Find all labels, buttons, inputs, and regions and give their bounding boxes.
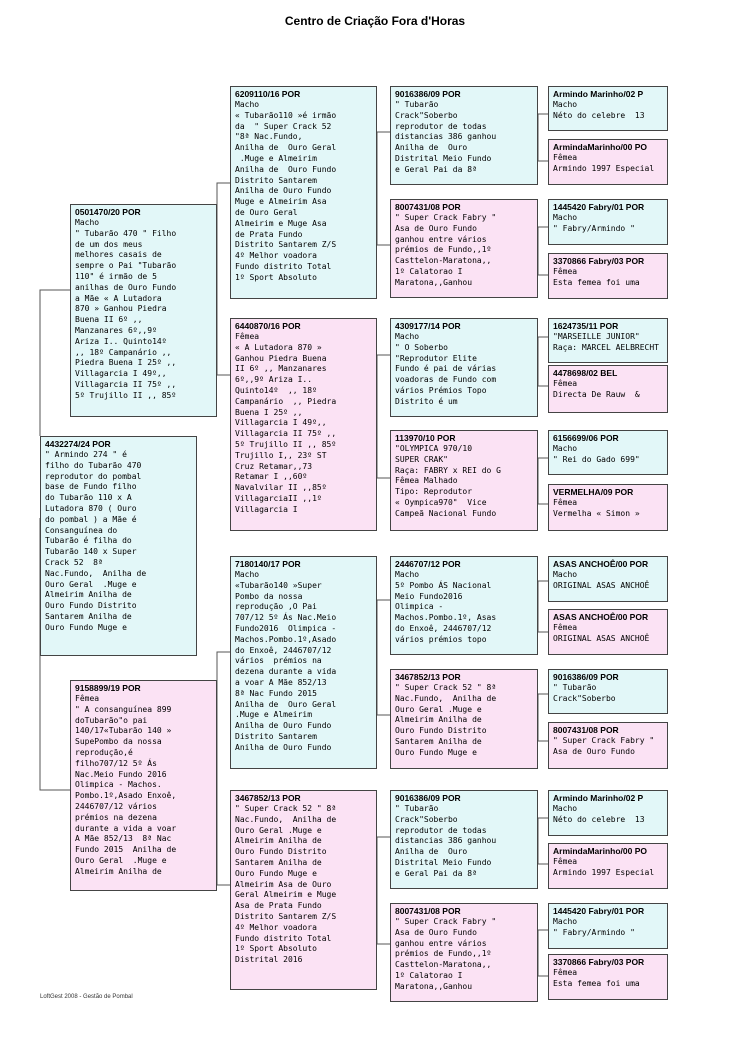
pedigree-card-great-grandparent-7[interactable] bbox=[390, 790, 538, 889]
ring-number: Armindo Marinho/02 P bbox=[553, 793, 644, 803]
sex-label: Fêmea bbox=[553, 379, 578, 388]
ring-number: 7180140/17 POR bbox=[235, 559, 301, 569]
description: " Rei do Gado 699" bbox=[553, 454, 640, 464]
pedigree-card-ancestor-4[interactable] bbox=[548, 253, 668, 299]
ring-number: ASAS ANCHOÊ/00 POR bbox=[553, 559, 649, 569]
page-title: Centro de Criação Fora d'Horas bbox=[284, 14, 466, 28]
sex-label: Fêmea bbox=[553, 153, 578, 162]
ring-number: 4309177/14 POR bbox=[395, 321, 461, 331]
ring-number: 9016386/09 POR bbox=[395, 89, 461, 99]
pedigree-card-ancestor-12[interactable] bbox=[548, 722, 668, 769]
description: " Tubarão 470 " Filho de um dos meus melhores casais de sempre o Pai "Tubarão 110" é irmão de 5 anilhas de Ouro Fundo a Mãe « A Lutadora 870 » Ganhou Piedra Buena II 6º ,, Manzanares 6º,,9º Ariza I.. Quinto14º ,, 18º Campanário ,, Piedra Buena I 25º ,, Villagarcia I 49º,, Villagarcia II 75º ,, 5º Trujillo II ,, 85º bbox=[75, 228, 177, 400]
sex-label: Fêmea bbox=[553, 968, 578, 977]
description: " Super Crack 52 " 8ª Nac.Fundo, Anilha de Ouro Geral .Muge e Almeirim Anilha de Ouro Fundo Distrito Santarem Anilha de Ouro Fundo Muge e Almeirim Asa de Ouro Geral Almeirim e Muge Asa de Prata Fundo Distrito Santarem Z/S 4º Melhor voadora Fundo distrito Total 1º Sport Absoluto Distrital 2016 bbox=[235, 804, 337, 965]
description: " Fabry/Armindo " bbox=[553, 927, 635, 937]
ring-number: 9158899/19 POR bbox=[75, 683, 141, 693]
ring-number: 1624735/11 POR bbox=[553, 321, 619, 331]
description: " Super Crack 52 " 8ª Nac.Fundo, Anilha de Ouro Geral .Muge e Almeirim Anilha de Ouro Fundo Distrito Santarem Anilha de Ouro Fundo Muge e bbox=[395, 683, 497, 757]
sex-label: Fêmea bbox=[553, 267, 578, 276]
ring-number: 8007431/08 POR bbox=[553, 725, 619, 735]
sex-label: Macho bbox=[553, 570, 578, 579]
ring-number: 6440870/16 POR bbox=[235, 321, 301, 331]
pedigree-card-ancestor-3[interactable] bbox=[548, 199, 668, 245]
pedigree-card-ancestor-11[interactable] bbox=[548, 669, 668, 714]
description: Néto do celebre 13 bbox=[553, 110, 645, 120]
ring-number: 2446707/12 POR bbox=[395, 559, 461, 569]
pedigree-card-ancestor-6[interactable] bbox=[548, 365, 668, 413]
description: " Super Crack Fabry " Asa de Ouro Fundo ganhou entre vários prémios de Fundo,,1º Casttelon-Maratona,, 1º Calatorao I Maratona,,Ganhou bbox=[395, 917, 497, 991]
description: " Tubarão Crack"Soberbo bbox=[553, 683, 616, 703]
ring-number: 1445420 Fabry/01 POR bbox=[553, 202, 645, 212]
ring-number: 9016386/09 POR bbox=[553, 672, 619, 682]
description: " Tubarão Crack"Soberbo reprodutor de todas distancias 386 ganhou Anilha de Ouro Distrital Meio Fundo e Geral Pai da 8ª bbox=[395, 804, 497, 878]
sex-label: Fêmea bbox=[553, 623, 578, 632]
description: Néto do celebre 13 bbox=[553, 814, 645, 824]
description: Esta femea foi uma bbox=[553, 277, 640, 287]
sex-label: Macho bbox=[235, 570, 260, 579]
description: " Super Crack Fabry " Asa de Ouro Fundo bbox=[553, 736, 655, 756]
pedigree-card-ancestor-13[interactable] bbox=[548, 790, 668, 836]
description: Armindo 1997 Especial bbox=[553, 867, 655, 877]
sex-label: Macho bbox=[395, 570, 420, 579]
pedigree-card-ancestor-9[interactable] bbox=[548, 556, 668, 602]
pedigree-card-ancestor-16[interactable] bbox=[548, 954, 668, 1000]
pedigree-card-mother[interactable] bbox=[70, 680, 217, 891]
description: 5º Pombo ÁS Nacional Meio Fundo2016 Olimpica - Machos.Pombo.1º, Asas do Enxoê, 2446707/12 vários prémios topo bbox=[395, 580, 497, 644]
pedigree-card-ancestor-10[interactable] bbox=[548, 609, 668, 655]
ring-number: 3370866 Fabry/03 POR bbox=[553, 256, 645, 266]
pedigree-card-great-grandparent-1[interactable] bbox=[390, 86, 538, 185]
description: «Tubarão140 »Super Pombo da nossa reprodução ,O Pai 707/12 5º Ás Nac.Meio Fundo2016 Olimpica - Machos.Pombo.1º,Asado do Enxoê, 2446707/12 vários prémios na dezena durante a vida a voar A Mãe 852/13 8ª Nac Fundo 2015 Anilha de Ouro Geral .Muge e Almeirim Anilha de Ouro Fundo Distrito Santarem Anilha de Ouro Fundo bbox=[235, 580, 337, 752]
sex-label: Fêmea bbox=[75, 694, 100, 703]
ring-number: 6209110/16 POR bbox=[235, 89, 301, 99]
ring-number: 3467852/13 POR bbox=[395, 672, 461, 682]
pedigree-card-great-grandparent-8[interactable] bbox=[390, 903, 538, 1002]
ring-number: 1445420 Fabry/01 POR bbox=[553, 906, 645, 916]
description: Vermelha « Simon » bbox=[553, 508, 640, 518]
ring-number: 8007431/08 POR bbox=[395, 202, 461, 212]
pedigree-card-root[interactable] bbox=[40, 436, 197, 656]
sex-label: Macho bbox=[553, 917, 578, 926]
ring-number: 9016386/09 POR bbox=[395, 793, 461, 803]
description: « A Lutadora 870 » Ganhou Piedra Buena II 6º ,, Manzanares 6º,,9º Ariza I.. Quinto14º ,, 18º Campanário ,, Piedra Buena I 25º ,, Villagarcia I 49º,, Villagarcia II 75º ,, 5º Trujillo II ,, 85º Trujillo I,, 23º ST Cruz Retamar,,73 Retamar I ,,60º Navalvilar II ,,85º VillagarciaII ,,1º Villagarcia I bbox=[235, 342, 337, 514]
description: " Armindo 274 " é filho do Tubarão 470 reprodutor do pombal base de Fundo filho do Tubarão 110 x A Lutadora 870 ( Ouro do pombal ) a Mãe é Consanguínea do Tubarão é filha do Tubarão 140 x Super Crack 52 8ª Nac.Fundo, Anilha de Ouro Geral .Muge e Almeirim Anilha de Ouro Fundo Distrito Santarem Anilha de Ouro Fundo Muge e bbox=[45, 450, 147, 632]
pedigree-card-maternal-grandfather[interactable] bbox=[230, 556, 377, 769]
ring-number: 8007431/08 POR bbox=[395, 906, 461, 916]
sex-label: Macho bbox=[553, 100, 578, 109]
ring-number: VERMELHA/09 POR bbox=[553, 487, 634, 497]
description: " A consanguínea 899 doTubarão"o pai 140/17«Tubarão 140 » SupePombo da nossa reprodução,é filho707/12 5º Ás Nac.Meio Fundo 2016 Olimpica - Machos. Pombo.1º,Asado Enxoê, 2446707/12 vários prémios na dezena durante a vida a voar A Mãe 852/13 8ª Nac Fundo 2015 Anilha de Ouro Geral .Muge e Almeirim Anilha de bbox=[75, 704, 177, 876]
sex-label: Fêmea bbox=[553, 498, 578, 507]
sex-label: Macho bbox=[553, 804, 578, 813]
pedigree-card-ancestor-7[interactable] bbox=[548, 430, 668, 475]
description: ORIGINAL ASAS ANCHOÊ bbox=[553, 580, 650, 590]
description: Esta femea foi uma bbox=[553, 978, 640, 988]
description: Armindo 1997 Especial bbox=[553, 163, 655, 173]
pedigree-card-paternal-grandfather[interactable] bbox=[230, 86, 377, 299]
ring-number: 6156699/06 POR bbox=[553, 433, 619, 443]
footer-credit: LoftGest 2008 - Gestão de Pombal bbox=[40, 994, 133, 1000]
description: ORIGINAL ASAS ANCHOÊ bbox=[553, 633, 650, 643]
sex-label: Macho bbox=[75, 218, 100, 227]
pedigree-card-ancestor-2[interactable] bbox=[548, 139, 668, 185]
pedigree-card-ancestor-5[interactable] bbox=[548, 318, 668, 363]
description: " Fabry/Armindo " bbox=[553, 223, 635, 233]
ring-number: ArmindaMarinho/00 PO bbox=[553, 846, 647, 856]
description: "MARSEILLE JUNIOR" Raça: MARCEL AELBRECHT bbox=[553, 332, 659, 352]
pedigree-card-ancestor-14[interactable] bbox=[548, 843, 668, 889]
ring-number: 113970/10 POR bbox=[395, 433, 456, 443]
sex-label: Fêmea bbox=[553, 857, 578, 866]
description: Directa De Rauw & bbox=[553, 389, 640, 399]
pedigree-card-ancestor-8[interactable] bbox=[548, 484, 668, 531]
ring-number: 4478698/02 BEL bbox=[553, 368, 618, 378]
pedigree-card-father[interactable] bbox=[70, 204, 217, 417]
ring-number: 4432274/24 POR bbox=[45, 439, 111, 449]
pedigree-card-ancestor-15[interactable] bbox=[548, 903, 668, 949]
description: " O Soberbo "Reprodutor Elite Fundo é pai de várias voadoras de Fundo com vários Prémios Topo Distrito é um bbox=[395, 342, 497, 406]
sex-label: Fêmea bbox=[235, 332, 260, 341]
ring-number: 0501470/20 POR bbox=[75, 207, 141, 217]
ring-number: 3370866 Fabry/03 POR bbox=[553, 957, 645, 967]
sex-label: Macho bbox=[395, 332, 420, 341]
description: " Super Crack Fabry " Asa de Ouro Fundo ganhou entre vários prémios de Fundo,,1º Casttelon-Maratona,, 1º Calatorao I Maratona,,Ganhou bbox=[395, 213, 497, 287]
pedigree-card-paternal-grandmother[interactable] bbox=[230, 318, 377, 531]
description: « Tubarão110 »é irmão da " Super Crack 52 "8ª Nac.Fundo, Anilha de Ouro Geral .Muge e Almeirim Anilha de Ouro Fundo Distrito Santarem Anilha de Ouro Fundo Muge e Almeirim Asa de Ouro Geral Almeirim e Muge Asa de Prata Fundo Distrito Santarem Z/S 4º Melhor voadora Fundo distrito Total 1º Sport Absoluto bbox=[235, 110, 337, 282]
pedigree-card-great-grandparent-4[interactable] bbox=[390, 430, 538, 531]
description: "OLYMPICA 970/10 SUPER CRAK" Raça: FABRY x REI do G Fêmea Malhado Tipo: Reprodutor « Oympica970" Vice Campeã Nacional Fundo bbox=[395, 444, 501, 518]
sex-label: Macho bbox=[553, 444, 578, 453]
sex-label: Macho bbox=[235, 100, 260, 109]
pedigree-card-great-grandparent-3[interactable] bbox=[390, 318, 538, 417]
pedigree-card-great-grandparent-5[interactable] bbox=[390, 556, 538, 655]
pedigree-card-maternal-grandmother[interactable] bbox=[230, 790, 377, 990]
ring-number: Armindo Marinho/02 P bbox=[553, 89, 644, 99]
description: " Tubarão Crack"Soberbo reprodutor de todas distancias 386 ganhou Anilha de Ouro Distrital Meio Fundo e Geral Pai da 8ª bbox=[395, 100, 497, 174]
sex-label: Macho bbox=[553, 213, 578, 222]
pedigree-card-great-grandparent-6[interactable] bbox=[390, 669, 538, 769]
pedigree-card-great-grandparent-2[interactable] bbox=[390, 199, 538, 298]
ring-number: 3467852/13 POR bbox=[235, 793, 301, 803]
pedigree-card-ancestor-1[interactable] bbox=[548, 86, 668, 131]
ring-number: ArmindaMarinho/00 PO bbox=[553, 142, 647, 152]
ring-number: ASAS ANCHOÊ/00 POR bbox=[553, 612, 649, 622]
